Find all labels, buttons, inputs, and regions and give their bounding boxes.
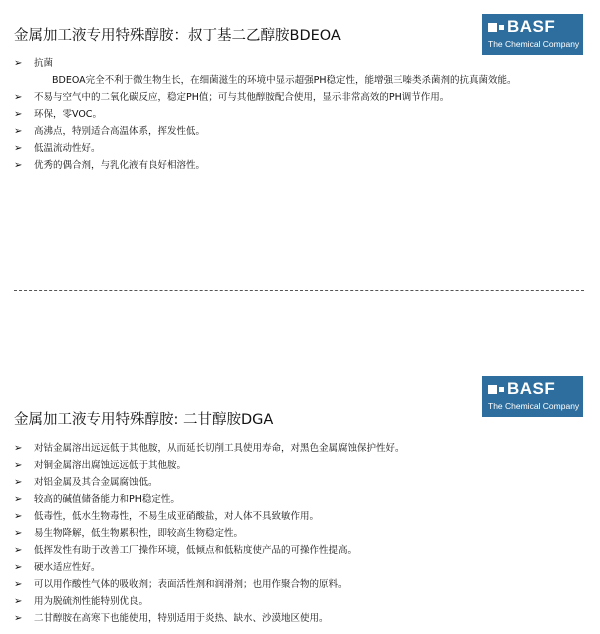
list-item: ➢ 优秀的偶合剂，与乳化液有良好相溶性。 (14, 157, 594, 174)
list-item: ➢ 环保，零VOC。 (14, 106, 594, 123)
bullet-arrow-icon: ➢ (14, 160, 23, 171)
basf-logo-top (482, 14, 583, 55)
bullet-arrow-icon: ➢ (14, 58, 23, 69)
bullet-arrow-icon: ➢ (14, 477, 23, 488)
logo-tagline: The Chemical Company (488, 401, 580, 411)
list-item: ➢ 低挥发性有助于改善工厂操作环境，低倾点和低粘度使产品的可操作性提高。 (14, 542, 594, 559)
bullet-arrow-icon: ➢ (14, 126, 23, 137)
bullet-arrow-icon: ➢ (14, 511, 23, 522)
bullet-arrow-icon: ➢ (14, 443, 23, 454)
bullet-arrow-icon: ➢ (14, 460, 23, 471)
logo-square-small (499, 25, 504, 30)
list-item: ➢ 较高的碱值储备能力和PH稳定性。 (14, 491, 594, 508)
logo-word: BASF (507, 17, 556, 36)
list-item: ➢ 易生物降解，低生物累积性，即较高生物稳定性。 (14, 525, 594, 542)
logo-square-small (499, 387, 504, 392)
bullet-arrow-icon: ➢ (14, 528, 23, 539)
bullet-arrow-icon: ➢ (14, 92, 23, 103)
bullet-arrow-icon: ➢ (14, 613, 23, 624)
list-item: ➢ 对铜金属溶出腐蚀远远低于其他胺。 (14, 457, 594, 474)
bullet-arrow-icon: ➢ (14, 109, 23, 120)
list-item: ➢ 抗菌 (14, 55, 594, 72)
bullet-arrow-icon: ➢ (14, 545, 23, 556)
bullet-arrow-icon: ➢ (14, 143, 23, 154)
bullet-arrow-icon: ➢ (14, 494, 23, 505)
list-item: ➢ 对钴金属溶出远远低于其他胺，从而延长切削工具使用寿命，对黑色金属腐蚀保护性好。 (14, 440, 594, 457)
list-item: ➢ 高沸点，特别适合高温体系，挥发性低。 (14, 123, 594, 140)
list-item: ➢ 硬水适应性好。 (14, 559, 594, 576)
list-item: ➢ 不易与空气中的二氧化碳反应，稳定PH值；可与其他醇胺配合使用，显示非常高效的PH调节作用。 (14, 89, 594, 106)
bullet-arrow-icon: ➢ (14, 596, 23, 607)
list-item: ➢ 低温流动性好。 (14, 140, 594, 157)
list-item: ➢ 可以用作酸性气体的吸收剂；表面活性剂和润滑剂；也用作聚合物的原料。 (14, 576, 594, 593)
basf-logo-mark (488, 379, 555, 399)
bullet-arrow-icon: ➢ (14, 579, 23, 590)
section1-list (14, 55, 594, 72)
section2-list (14, 440, 594, 627)
basf-logo-bottom (482, 376, 583, 417)
basf-logo-mark (488, 17, 555, 37)
list-item: ➢ 用为脱硫剂性能特别优良。 (14, 593, 594, 610)
list-item: ➢ 对铝金属及其合金属腐蚀低。 (14, 474, 594, 491)
logo-word: BASF (507, 379, 556, 398)
section-divider (14, 290, 584, 291)
list-item: ➢ 低毒性，低水生物毒性，不易生成亚硝酸盐，对人体不具致敏作用。 (14, 508, 594, 525)
logo-tagline: The Chemical Company (488, 39, 580, 49)
section2-title: 金属加工液专用特殊醇胺: 二甘醇胺DGA (14, 412, 274, 428)
bullet-arrow-icon: ➢ (14, 562, 23, 573)
logo-square-large (488, 23, 497, 32)
logo-square-large (488, 385, 497, 394)
section1-title: 金属加工液专用特殊醇胺：叔丁基二乙醇胺BDEOA (14, 28, 341, 44)
list-item: ➢ 二甘醇胺在高寒下也能使用，特别适用于炎热、缺水、沙漠地区使用。 (14, 610, 594, 627)
list-item-detail: BDEOA完全不利于微生物生长，在细菌滋生的环境中显示超强PH稳定性，能增强三嗪类杀菌剂的抗真菌效能。 (52, 75, 517, 86)
section1-list-cont (14, 89, 594, 174)
